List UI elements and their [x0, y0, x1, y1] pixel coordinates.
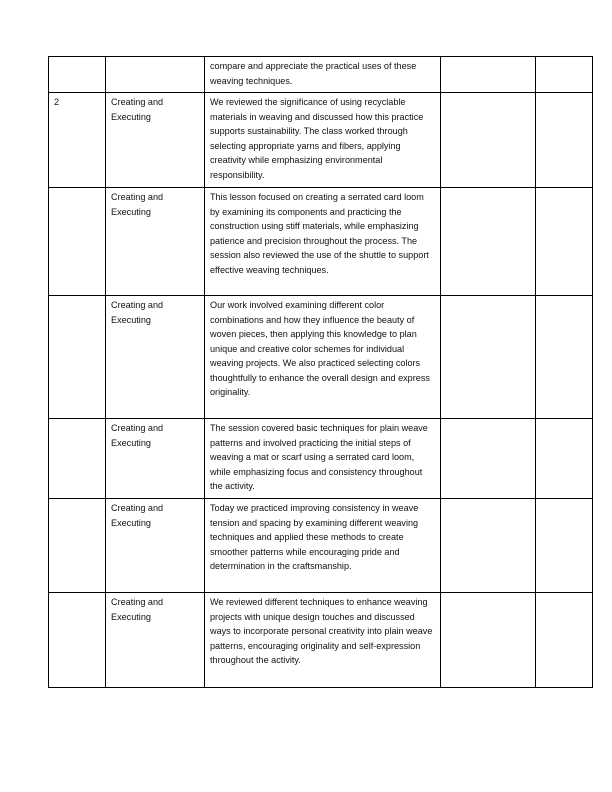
week-cell: [49, 499, 106, 593]
strand-cell: Creating and Executing: [106, 93, 205, 188]
week-cell: [49, 57, 106, 93]
description-cell: Our work involved examining different color combinations and how they influence the beauty of woven pieces, then applying this knowledge to plan unique and creative color schemes for individual weaving projects. We also practiced selecting colors thoughtfully to enhance the overall design and express originality.: [205, 296, 441, 419]
empty-cell: [536, 57, 593, 93]
table-row: [49, 296, 593, 419]
empty-cell: [441, 296, 536, 419]
empty-cell: [441, 593, 536, 688]
strand-cell: Creating and Executing: [106, 188, 205, 296]
week-cell: 2: [49, 93, 106, 188]
empty-cell: [536, 296, 593, 419]
empty-cell: [441, 57, 536, 93]
week-cell: [49, 296, 106, 419]
empty-cell: [536, 93, 593, 188]
table-row: [49, 419, 593, 499]
strand-cell: [106, 57, 205, 93]
strand-cell: Creating and Executing: [106, 296, 205, 419]
empty-cell: [536, 188, 593, 296]
empty-cell: [441, 188, 536, 296]
description-cell: The session covered basic techniques for plain weave patterns and involved practicing the initial steps of weaving a mat or scarf using a serrated card loom, while emphasizing focus and consistency throughout the activity.: [205, 419, 441, 499]
week-cell: [49, 188, 106, 296]
empty-cell: [441, 499, 536, 593]
week-cell: [49, 419, 106, 499]
strand-cell: Creating and Executing: [106, 499, 205, 593]
table-row: [49, 499, 593, 593]
description-cell: We reviewed the significance of using recyclable materials in weaving and discussed how this practice supports sustainability. The class worked through selecting appropriate yarns and fibers, applying creativity while emphasizing environmental responsibility.: [205, 93, 441, 188]
strand-cell: Creating and Executing: [106, 593, 205, 688]
table-row: [49, 93, 593, 188]
table-row: [49, 57, 593, 93]
empty-cell: [441, 419, 536, 499]
description-cell: compare and appreciate the practical uses of these weaving techniques.: [205, 57, 441, 93]
description-cell: We reviewed different techniques to enhance weaving projects with unique design touches and discussed ways to incorporate personal creativity into plain weave patterns, encouraging originality and self-expression throughout the activity.: [205, 593, 441, 688]
description-cell: Today we practiced improving consistency in weave tension and spacing by examining different weaving techniques and applied these methods to create smoother patterns while encouraging pride and determination in the craftsmanship.: [205, 499, 441, 593]
empty-cell: [536, 419, 593, 499]
table-row: [49, 188, 593, 296]
empty-cell: [441, 93, 536, 188]
week-cell: [49, 593, 106, 688]
empty-cell: [536, 499, 593, 593]
empty-cell: [536, 593, 593, 688]
table-row: [49, 593, 593, 688]
strand-cell: Creating and Executing: [106, 419, 205, 499]
lesson-log-table: [48, 56, 593, 688]
description-cell: This lesson focused on creating a serrated card loom by examining its components and practicing the construction using stiff materials, while emphasizing patience and precision throughout the process. The session also reviewed the use of the shuttle to support effective weaving techniques.: [205, 188, 441, 296]
